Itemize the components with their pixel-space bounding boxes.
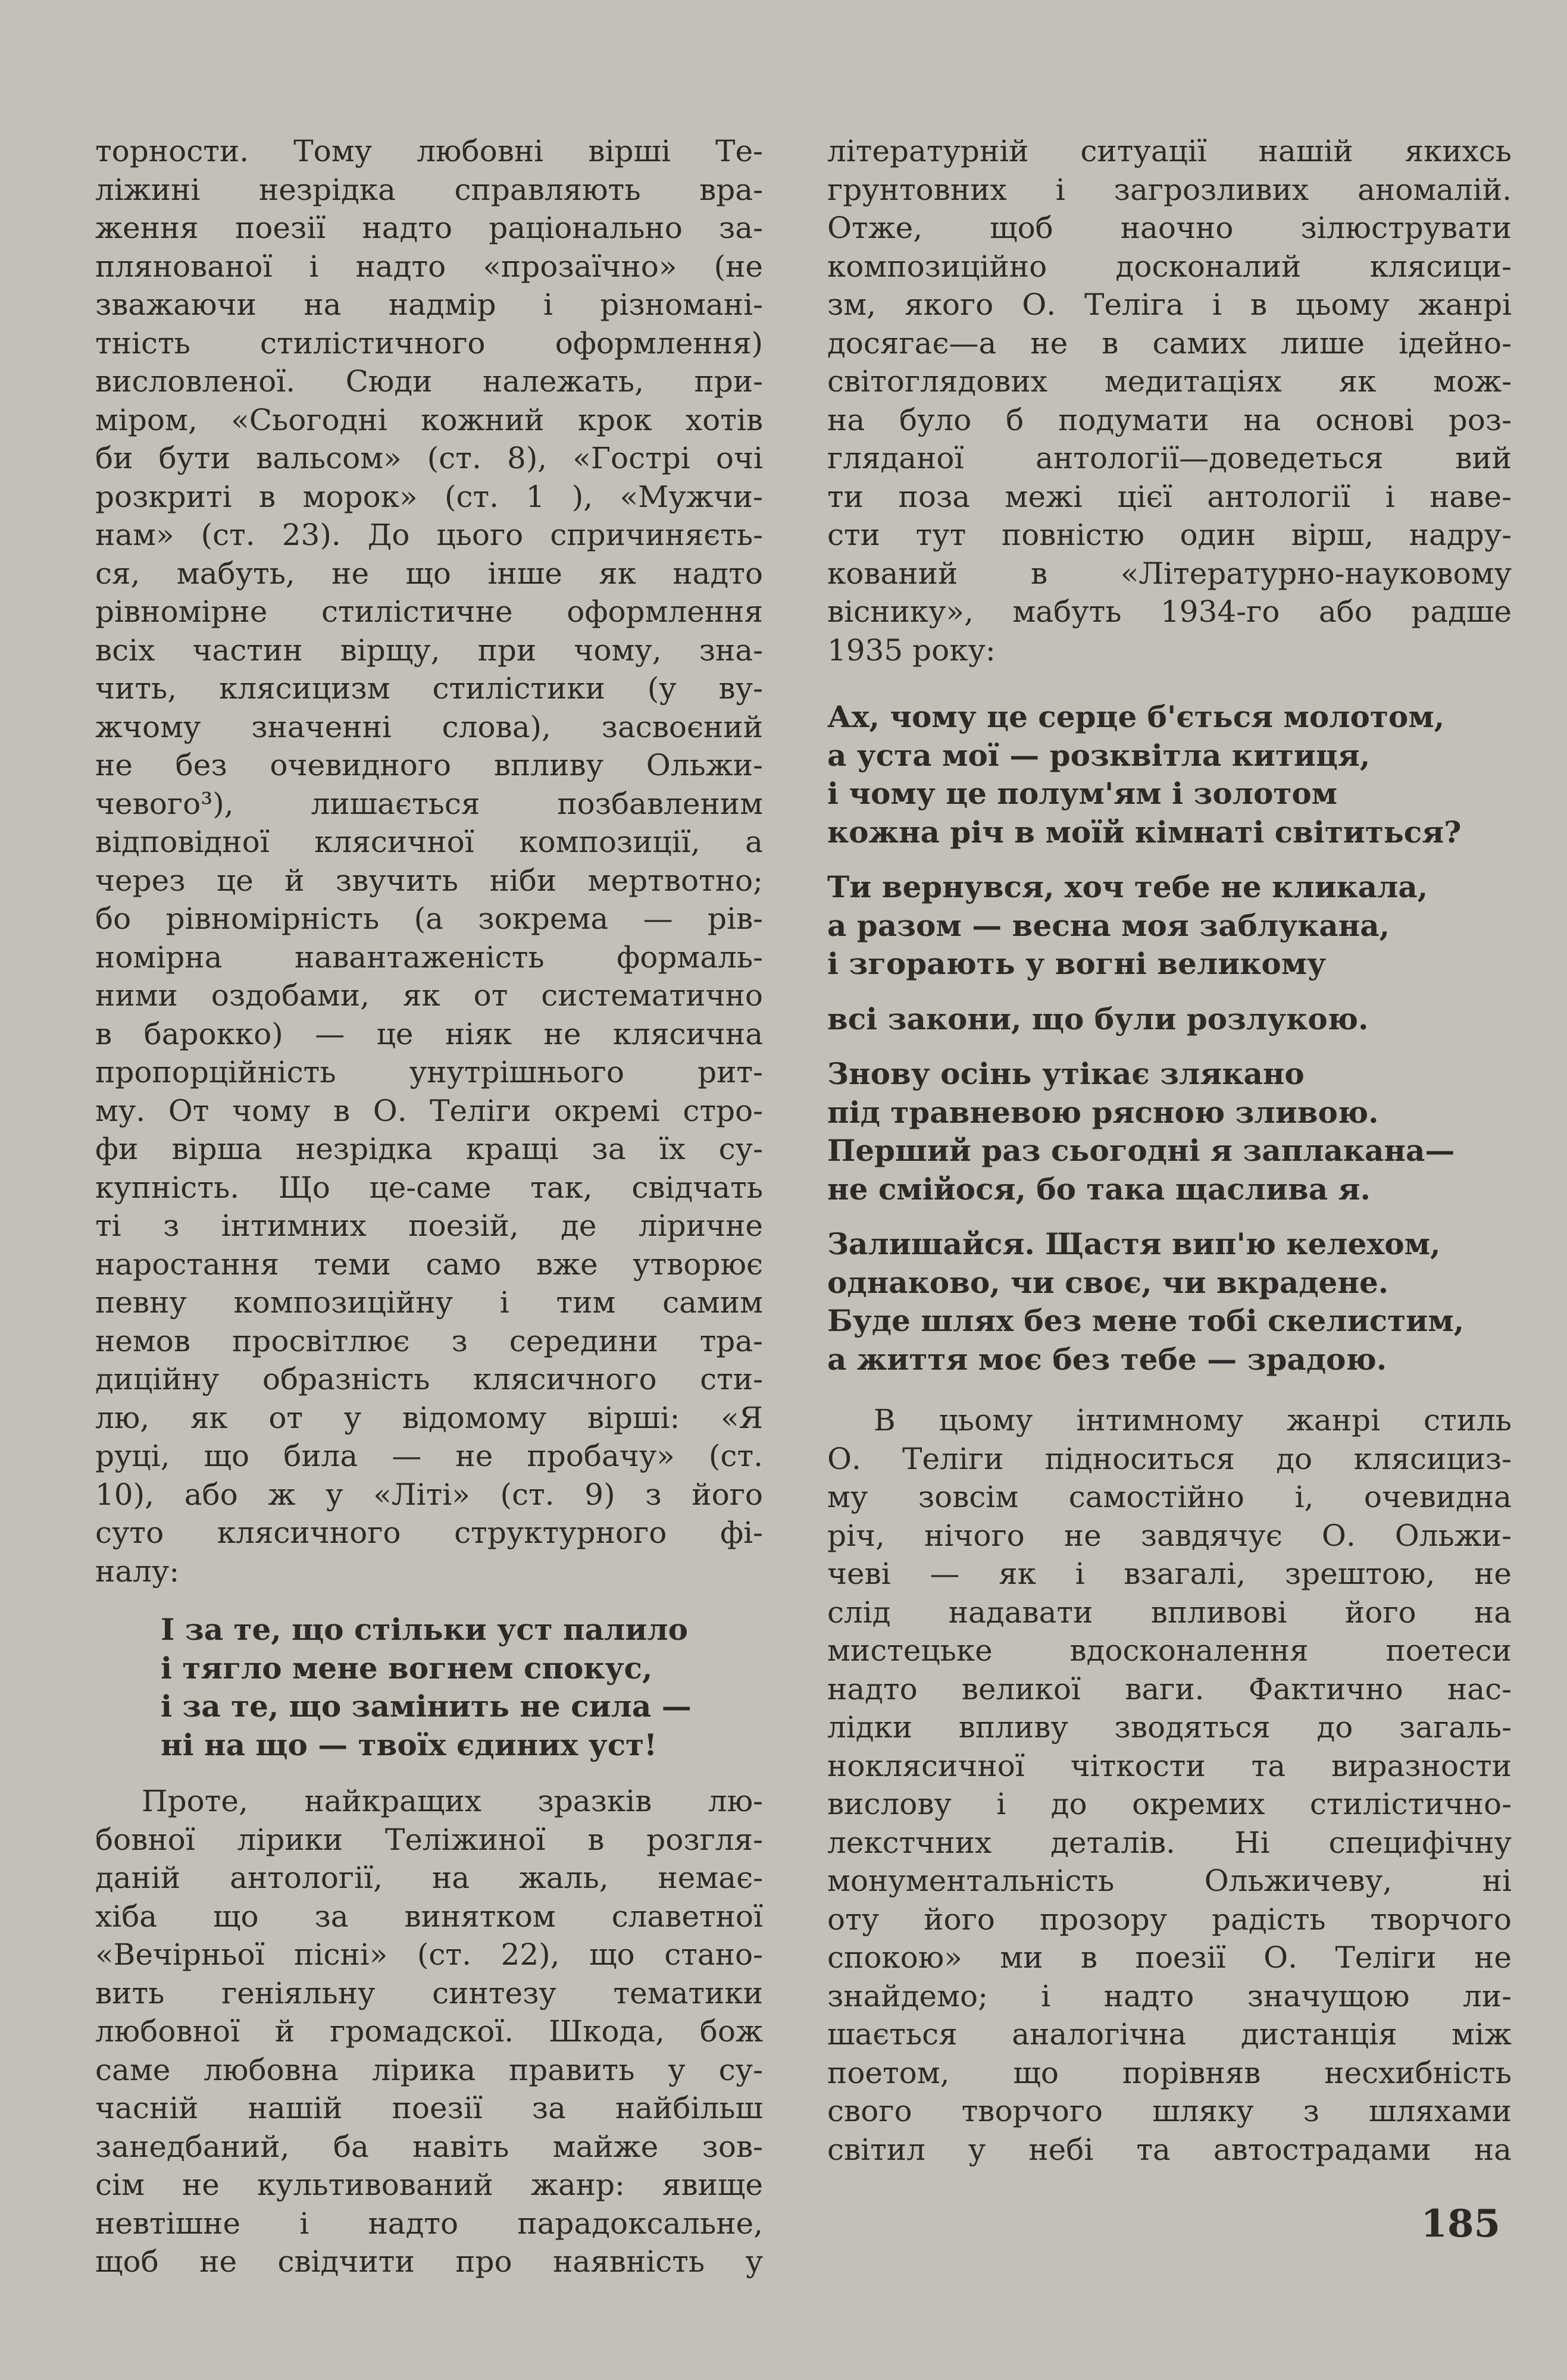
poem-line: Залишайся. Щастя вип'ю келехом, [827,1226,1441,1261]
text-line: му зовсім самостійно і, очевидна [827,1480,1512,1514]
text-line: ті з інтимних поезій, де ліричне [95,1208,763,1243]
text-line: оту його прозору радість творчого [827,1902,1512,1937]
text-line: «Вечірньої пісні» (ст. 22), що стано- [95,1937,763,1972]
poem-line: під травневою рясною зливою. [827,1094,1379,1130]
text-line: І за те, що стільки уст палило [161,1612,688,1647]
text-line: Отже, щоб наочно зілюструвати [827,211,1512,245]
text-line: часній нашій поезії за найбільш [95,2091,763,2125]
text-line: ся, мабуть, не що інше як надто [95,556,763,591]
text-line: нам» (ст. 23). До цього спричиняєть- [95,518,763,552]
text-line: зважаючи на надмір і різномані- [95,287,763,322]
spacer [95,1590,763,1611]
text-line: надто великої ваги. Фактично нас- [827,1671,1512,1706]
text-line: би бути вальсом» (ст. 8), «Гострі очі [95,441,763,475]
text-line: в барокко) — це ніяк не клясична [95,1016,763,1051]
text-line: певну композиційну і тим самим [95,1285,763,1320]
text-line: поетом, що порівняв несхибність [827,2055,1512,2090]
text-line: композиційно досконалий клясици- [827,249,1512,284]
spacer [95,1764,763,1782]
right-paragraph-1 [827,132,1512,669]
right-column [827,132,1512,2169]
poem-line: і згорають у вогні великому [827,946,1327,981]
poem-line: Ах, чому це серце б'ється молотом, [827,699,1445,734]
text-line: сім не культивований жанр: явище [95,2168,763,2202]
text-line: любовної й громадскої. Шкода, бож [95,2014,763,2049]
text-line: Проте, найкращих зразків лю- [142,1784,763,1818]
text-line: занедбаний, ба навіть майже зов- [95,2129,763,2164]
left-verse-quote [161,1611,763,1764]
text-line: монументальність Ольжичеву, ні [827,1864,1512,1898]
text-line: наростання теми само вже утворює [95,1247,763,1282]
text-line: через це й звучить ніби мертвотно; [95,863,763,898]
text-line: торности. Тому любовні вірші Те- [95,134,763,168]
text-line: невтішне і надто парадоксальне, [95,2206,763,2241]
text-line: ліжині незрідка справляють вра- [95,172,763,207]
poem-stanza [827,1055,1512,1208]
text-line: фи вірша незрідка кращі за їх су- [95,1132,763,1166]
text-line: гляданої антології—доведеться вий [827,441,1512,475]
text-line: немов просвітлює з середини тра- [95,1323,763,1358]
poem-line: а життя моє без тебе — зрадою. [827,1341,1387,1377]
text-line: хіба що за винятком славетної [95,1899,763,1934]
text-line: даній антології, на жаль, немає- [95,1861,763,1895]
text-line: 1935 року: [827,632,996,668]
right-paragraph-2 [827,1401,1512,2169]
text-line: шається аналогічна дистанція між [827,2017,1512,2052]
text-line: ноклясичної чіткости та виразности [827,1748,1512,1783]
text-line: світил у небі та автострадами на [827,2132,1512,2167]
left-paragraph-2 [95,1782,763,2281]
left-paragraph-1 [95,132,763,1590]
text-line: бо рівномірність (а зокрема — рів- [95,901,763,936]
text-line: лекстчних деталів. Ні специфічну [827,1825,1512,1860]
text-line: відповідної клясичної композиції, а [95,825,763,859]
spacer [827,669,1512,698]
text-line: бовної лірики Теліжиної в розгля- [95,1822,763,1857]
text-line: мистецьке вдосконалення поетеси [827,1633,1512,1668]
poem-stanza [827,1225,1512,1379]
text-line: плянованої і надто «прозаїчно» (не [95,249,763,284]
text-line: і за те, що замінить не сила — [161,1689,692,1724]
poem-stanza [827,1000,1512,1039]
text-line: знайдемо; і надто значущою ли- [827,1978,1512,2013]
text-line: розкриті в морок» (ст. 1 ), «Мужчи- [95,479,763,514]
page-number: 185 [1421,2202,1500,2246]
text-line: річ, нічого не завдячує О. Ольжи- [827,1518,1512,1553]
text-line: щоб не свідчити про наявність у [95,2244,763,2279]
text-line: вить геніяльну синтезу тематики [95,1975,763,2011]
poem-line: кожна річ в моїй кімнаті світиться? [827,814,1462,850]
poem-line: Ти вернувся, хоч тебе не кликала, [827,869,1428,904]
text-line: всіх частин вірщу, при чому, зна- [95,632,763,668]
poem-stanza [827,698,1512,851]
poem-line: і чому це полум'ям і золотом [827,776,1338,811]
text-line: ні на що — твоїх єдиних уст! [161,1727,658,1762]
text-line: ними оздобами, як от систематично [95,978,763,1013]
text-line: слід надавати впливові його на [827,1595,1512,1630]
text-line: лідки впливу зводяться до загаль- [827,1710,1512,1745]
text-line: на було б подумати на основі роз- [827,402,1512,437]
text-line: висловленої. Сюди належать, при- [95,364,763,399]
text-line: чевого³), лишається позбавленим [95,786,763,821]
text-line: ти поза межі цієї антології і наве- [827,479,1512,514]
text-line: літературній ситуації нашій якихсь [827,134,1512,168]
text-line: міром, «Сьогодні кожний крок хотів [95,402,763,437]
text-line: кований в «Літературно-науковому [827,556,1512,591]
left-column [95,132,763,2281]
text-line: саме любовна лірика править у су- [95,2052,763,2087]
text-line: не без очевидного впливу Ольжи- [95,748,763,782]
text-line: спокою» ми в поезії О. Теліги не [827,1940,1512,1975]
text-line: тність стилістичного оформлення) [95,325,763,361]
text-line: жчому значенні слова), засвоєний [95,709,763,744]
poem-line: а уста мої — розквітла китиця, [827,737,1371,773]
text-line: налу: [95,1554,180,1589]
text-line: чить, клясицизм стилістики (у ву- [95,671,763,706]
text-line: лю, як от у відомому вірші: «Я [95,1400,763,1435]
text-line: свого творчого шляку з шляхами [827,2094,1512,2128]
poem-line: Буде шлях без мене тобі скелистим, [827,1303,1465,1338]
poem-line: не смійося, бо така щаслива я. [827,1171,1371,1207]
poem-line: Перший раз сьогодні я заплакана— [827,1133,1455,1168]
text-line: світоглядових медитаціях як мож- [827,364,1512,399]
text-line: вислову і до окремих стилістично- [827,1787,1512,1821]
text-line: і тягло мене вогнем спокус, [161,1650,653,1686]
text-line: віснику», мабуть 1934-го або радше [827,594,1512,629]
text-line: номірна навантаженість формаль- [95,940,763,975]
text-line: В цьому інтимному жанрі стиль [874,1403,1512,1438]
text-line: купність. Що це-саме так, свідчать [95,1170,763,1205]
text-line: чеві — як і взагалі, зрештою, не [827,1557,1512,1591]
text-line: руці, що била — не пробачу» (ст. [95,1439,763,1473]
text-line: досягає—а не в самих лише ідейно- [827,325,1512,361]
text-line: пропорційність унутрішнього рит- [95,1055,763,1089]
text-line: О. Теліги підноситься до клясициз- [827,1441,1512,1476]
right-poem [827,698,1512,1379]
text-line: сти тут повністю один вірш, надру- [827,518,1512,552]
text-line: рівномірне стилістичне оформлення [95,594,763,629]
poem-line: всі закони, що були розлукою. [827,1001,1369,1036]
text-line: суто клясичного структурного фі- [95,1515,763,1550]
poem-line: Знову осінь утікає злякано [827,1056,1305,1091]
spacer [827,1395,1512,1401]
text-line: 10), або ж у «Літі» (ст. 9) з його [95,1477,763,1512]
poem-line: а разом — весна моя заблукана, [827,907,1390,943]
text-line: ження поезії надто раціонально за- [95,211,763,245]
text-line: зм, якого О. Теліга і в цьому жанрі [827,287,1512,322]
text-line: диційну образність клясичного сти- [95,1362,763,1396]
poem-stanza [827,868,1512,984]
poem-line: однаково, чи своє, чи вкрадене. [827,1264,1389,1300]
text-line: грунтовних і загрозливих аномалій. [827,172,1512,207]
text-line: му. От чому в О. Теліги окремі стро- [95,1093,763,1128]
